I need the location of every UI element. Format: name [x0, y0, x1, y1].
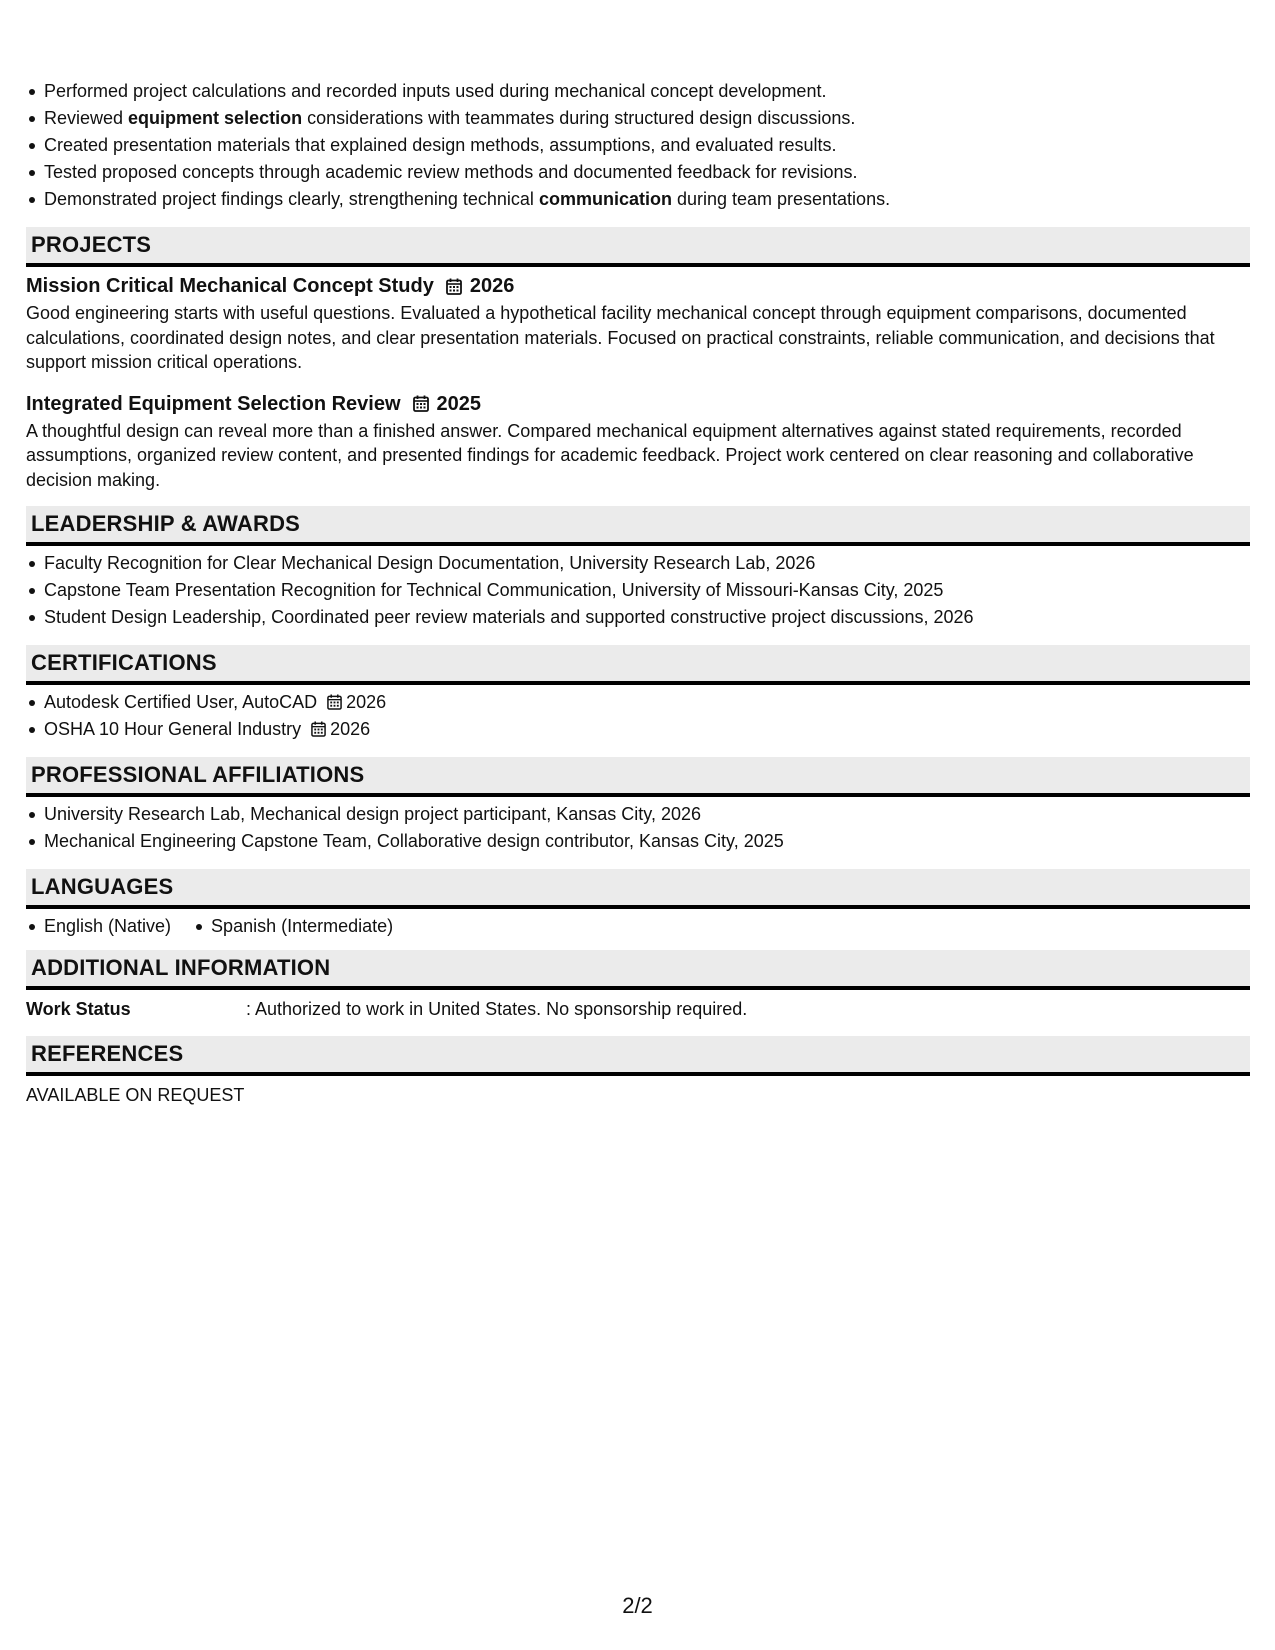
info-label: Work Status — [26, 999, 131, 1019]
additional-info-section — [26, 950, 1250, 1024]
list-item: Student Design Leadership, Coordinated peer review materials and supported constructive project discussions, 2026 — [44, 604, 1250, 631]
work-status-row — [26, 994, 1250, 1024]
resume-page — [26, 78, 1250, 1110]
section-header — [26, 227, 1250, 267]
section-title: LEADERSHIP & AWARDS — [31, 511, 301, 536]
list-item — [44, 716, 1250, 743]
list-item — [44, 689, 1250, 716]
project-title: Mission Critical Mechanical Concept Study — [26, 275, 434, 297]
list-item: Capstone Team Presentation Recognition for Technical Communication, University of Missouri-Kansas City, 2025 — [44, 577, 1250, 604]
references-text: AVAILABLE ON REQUEST — [26, 1085, 245, 1105]
languages-section — [26, 869, 1250, 940]
calendar-icon — [446, 278, 462, 295]
experience-bullet-list — [26, 78, 1250, 213]
page-number: 2/2 — [622, 1593, 653, 1618]
list-item: Faculty Recognition for Clear Mechanical Design Documentation, University Research Lab, 2026 — [44, 550, 1250, 577]
leadership-list — [26, 550, 1250, 631]
section-title: CERTIFICATIONS — [31, 650, 217, 675]
project-entry — [26, 271, 1250, 375]
section-title: LANGUAGES — [31, 874, 174, 899]
project-description: Good engineering starts with useful questions. Evaluated a hypothetical facility mechanical concept through equipment comparisons, documented calculations, coordinated design notes, and clear presentation materials. Focused on practical constraints, reliable communication, and decisions that support mission critical operations. — [26, 303, 1215, 372]
leadership-section — [26, 506, 1250, 631]
section-title: ADDITIONAL INFORMATION — [31, 955, 331, 980]
section-title: PROFESSIONAL AFFILIATIONS — [31, 762, 365, 787]
certification-name: Autodesk Certified User, AutoCAD — [44, 692, 318, 712]
affiliations-section — [26, 757, 1250, 855]
section-header — [26, 506, 1250, 546]
list-item: Performed project calculations and recorded inputs used during mechanical concept development. — [44, 78, 1250, 105]
project-entry — [26, 389, 1250, 493]
project-title-row — [26, 389, 1250, 419]
section-header — [26, 757, 1250, 797]
calendar-icon — [311, 721, 326, 737]
project-description: A thoughtful design can reveal more than a finished answer. Compared mechanical equipment alternatives against stated requirements, recorded assumptions, organized review content, and presented findings for academic feedback. Project work centered on clear reasoning and collaborative decision making. — [26, 420, 1194, 490]
project-title: Integrated Equipment Selection Review — [26, 392, 401, 415]
calendar-icon — [413, 395, 429, 412]
list-item: Spanish (Intermediate) — [211, 913, 393, 940]
project-title-row — [26, 271, 1250, 301]
list-item: Tested proposed concepts through academic review methods and documented feedback for revisions. — [44, 159, 1250, 186]
calendar-icon — [327, 694, 342, 710]
project-year: 2025 — [436, 392, 482, 415]
certification-date — [311, 719, 370, 739]
section-header — [26, 950, 1250, 990]
certifications-section — [26, 645, 1250, 743]
section-title: REFERENCES — [31, 1041, 184, 1066]
references-section — [26, 1036, 1250, 1110]
languages-list — [26, 913, 1250, 940]
section-header — [26, 1036, 1250, 1076]
list-item: Reviewed equipment selection considerations with teammates during structured design discussions. — [44, 105, 1250, 132]
section-header — [26, 645, 1250, 685]
info-value: : Authorized to work in United States. No sponsorship required. — [246, 999, 748, 1019]
section-header — [26, 869, 1250, 909]
list-item: English (Native) — [44, 913, 171, 940]
bold-keyword: equipment selection — [128, 108, 303, 128]
certification-year: 2026 — [330, 719, 371, 739]
affiliations-list — [26, 801, 1250, 855]
list-item: Demonstrated project findings clearly, strengthening technical communication during team presentations. — [44, 186, 1250, 213]
certification-date — [327, 692, 386, 712]
list-item: University Research Lab, Mechanical design project participant, Kansas City, 2026 — [44, 801, 1250, 828]
certification-year: 2026 — [346, 692, 387, 712]
bold-keyword: communication — [538, 189, 672, 209]
list-item: Mechanical Engineering Capstone Team, Collaborative design contributor, Kansas City, 2025 — [44, 828, 1250, 855]
section-title: PROJECTS — [31, 232, 152, 257]
projects-section — [26, 227, 1250, 492]
list-item: Created presentation materials that explained design methods, assumptions, and evaluated results. — [44, 132, 1250, 159]
project-year: 2026 — [469, 275, 515, 297]
certifications-list — [26, 689, 1250, 743]
certification-name: OSHA 10 Hour General Industry — [44, 719, 302, 739]
